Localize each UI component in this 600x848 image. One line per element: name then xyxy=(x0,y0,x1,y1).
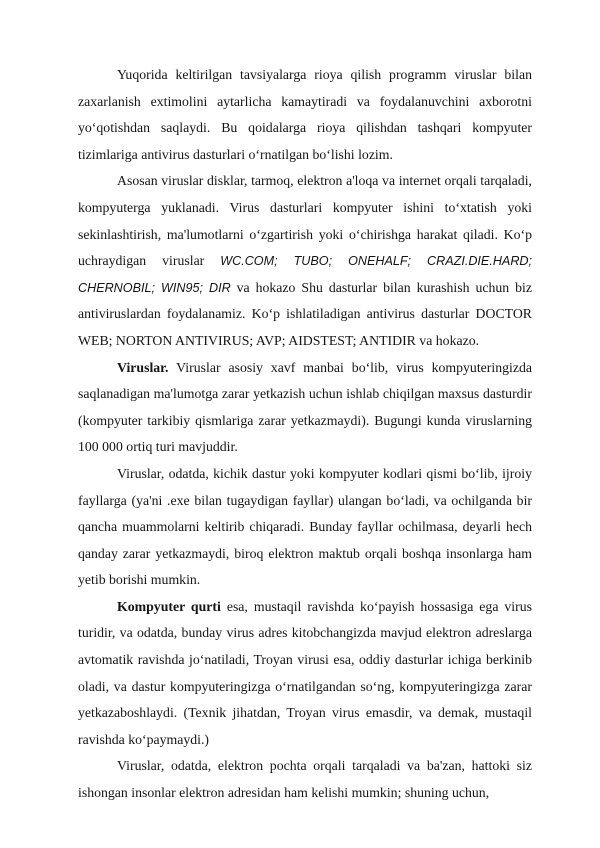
virus-names-list: WC.COM; TUBO; ONEHALF; CRAZI.DIE.HARD; CHERNOBIL; WIN95; DIR xyxy=(78,254,533,295)
paragraph-computer-worm xyxy=(78,594,532,754)
paragraph-email-spread xyxy=(78,753,532,806)
paragraph-virus-files xyxy=(78,461,532,594)
paragraph-virus-spread xyxy=(78,168,532,354)
body-text xyxy=(78,62,532,807)
paragraph-text: Viruslar asosiy xavf manbai boʻlib, virus kompyuteringizda saqlanadigan ma'lumotga zarar yetkazish uchun ishlab chiqilgan maxsus dasturdir (kompyuter tarkibiy qismlariga zarar yetkazmaydi). Bugungi kunda viruslarning 100 000 ortiq turi mavjuddir. xyxy=(78,359,532,455)
paragraph-recommendations xyxy=(78,62,532,168)
term-heading-computer-worm: Kompyuter qurti xyxy=(117,598,221,614)
paragraph-text: Yuqorida keltirilgan tavsiyalarga rioya qilish programm viruslar bilan zaxarlanish extimolini aytarlicha kamaytiradi va foydalanuvchini axborotni yoʻqotishdan saqlaydi. Bu qoidalarga rioya qilishdan tashqari kompyuter tizimlariga antivirus dasturlari oʻrnatilgan boʻlishi lozim. xyxy=(78,67,532,162)
paragraph-text: Viruslar, odatda, kichik dastur yoki kompyuter kodlari qismi boʻlib, ijroiy fayllarga (ya'ni .exe bilan tugaydigan fayllar) ulangan boʻladi, va ochilganda bir qancha muammolarni keltirib chiqaradi. Bunday fayllar ochilmasa, deyarli hech qanday zarar yetkazmaydi, biroq elektron maktub orqali boshqa insonlarga ham yetib borishi mumkin. xyxy=(78,465,532,588)
paragraph-viruses xyxy=(78,355,532,461)
paragraph-text: esa, mustaqil ravishda koʻpayish hossasiga ega virus turidir, va odatda, bunday virus adres kitobchangizda mavjud elektron adreslarga avtomatik ravishda joʻnatiladi, Troyan virusi esa, oddiy dasturlar ichiga berkinib oladi, va dastur kompyuteringizga oʻrnatilgandan soʻng, kompyuteringizga zarar yetkazaboshlaydi. (Texnik jihatdan, Troyan virus emasdir, va demak, mustaqil ravishda koʻpaymaydi.) xyxy=(78,598,533,747)
paragraph-text: va hokazo Shu dasturlar bilan kurashish uchun biz antiviruslardan foydalanamiz. Koʻp ishlatiladigan antivirus dasturlar DOCTOR WEB; NORTON ANTIVIRUS; AVP; AIDSTEST; ANTIDIR va hokazo. xyxy=(78,279,532,348)
paragraph-text: Asosan viruslar disklar, tarmoq, elektron a'loqa va internet orqali tarqaladi, kompyuterga yuklanadi. Virus dasturlari kompyuter ishini toʻxtatish yoki sekinlashtirish, ma'lumotlarni oʻzgartirish yoki oʻchirishga harakat qiladi. Koʻp uchraydigan viruslar xyxy=(78,173,532,269)
term-heading-viruses: Viruslar. xyxy=(117,359,169,375)
paragraph-text: Viruslar, odatda, elektron pochta orqali tarqaladi va ba'zan, hattoki siz ishongan insonlar elektron adresidan ham kelishi mumkin; shuning uchun, xyxy=(78,758,532,801)
